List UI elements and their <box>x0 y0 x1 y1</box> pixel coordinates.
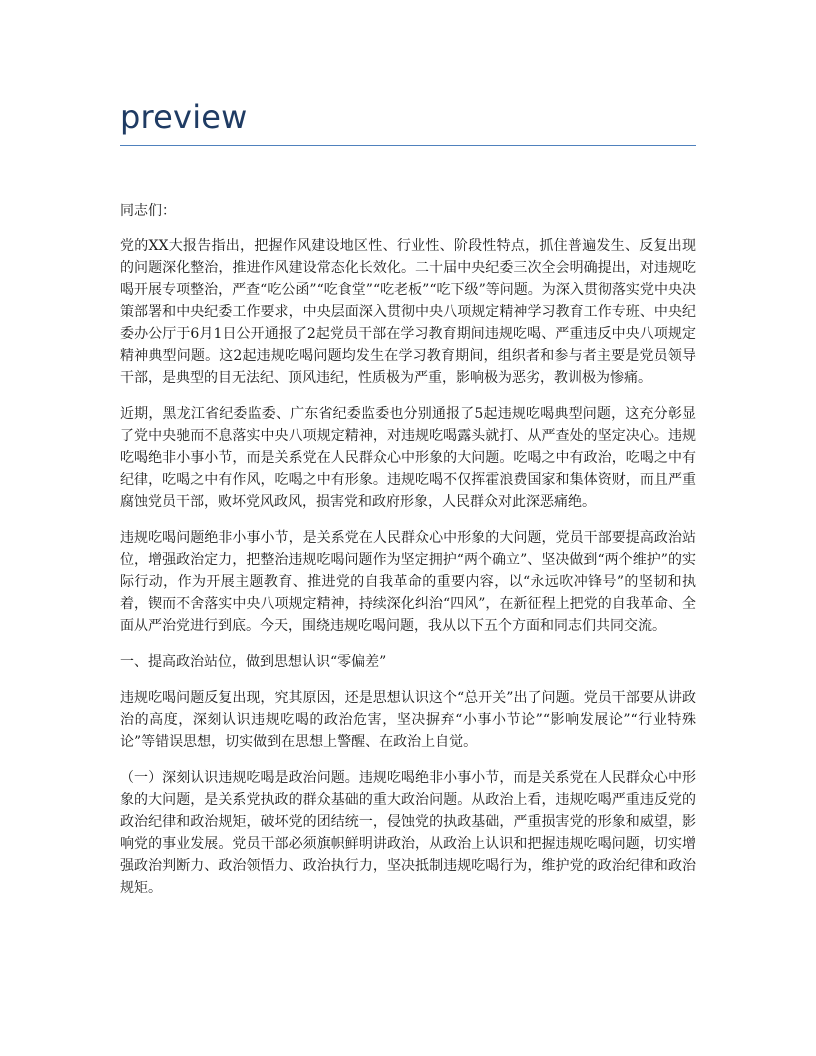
paragraph-overview: 违规吃喝问题绝非小事小节，是关系党在人民群众心中形象的大问题，党员干部要提高政治站位，增强政治定力，把整治违规吃喝问题作为坚定拥护“两个确立”、坚决做到“两个维护”的实际行动，作为开展主题教育、推进党的自我革命的重要内容，以“永远吹冲锋号”的坚韧和执着，锲而不舍落实中央八项规定精神，持续深化纠治“四风”，在新征程上把党的自我革命、全面从严治党进行到底。今天，围绕违规吃喝问题，我从以下五个方面和同志们共同交流。 <box>120 530 696 634</box>
paragraph-recent-cases: 近期，黑龙江省纪委监委、广东省纪委监委也分别通报了5起违规吃喝典型问题，这充分彰显了党中央驰而不息落实中央八项规定精神，对违规吃喝露头就打、从严查处的坚定决心。违规吃喝绝非小事小节，而是关系党在人民群众心中形象的大问题。吃喝之中有政治，吃喝之中有纪律，吃喝之中有作风，吃喝之中有形象。违规吃喝不仅挥霍浪费国家和集体资财，而且严重腐蚀党员干部，败坏党风政风，损害党和政府形象，人民群众对此深恶痛绝。 <box>120 406 696 510</box>
document-title: preview <box>120 98 248 136</box>
paragraph-section-1-point-1: （一）深刻认识违规吃喝是政治问题。违规吃喝绝非小事小节，而是关系党在人民群众心中形象的大问题，是关系党执政的群众基础的重大政治问题。从政治上看，违规吃喝严重违反党的政治纪律和政治规矩，破坏党的团结统一，侵蚀党的执政基础，严重损害党的形象和威望，影响党的事业发展。党员干部必须旗帜鲜明讲政治，从政治上认识和把握违规吃喝问题，切实增强政治判断力、政治领悟力、政治执行力，坚决抵制违规吃喝行为，维护党的政治纪律和政治规矩。 <box>120 770 696 896</box>
paragraph-report-intro: 党的XX大报告指出，把握作风建设地区性、行业性、阶段性特点，抓住普遍发生、反复出现的问题深化整治，推进作风建设常态化长效化。二十届中央纪委三次全会明确提出，对违规吃喝开展专项整治，严查“吃公函”“吃食堂”“吃老板”“吃下级”等问题。为深入贯彻落实党中央决策部署和中央纪委工作要求，中央层面深入贯彻中央八项规定精神学习教育工作专班、中央纪委办公厅于6月1日公开通报了2起党员干部在学习教育期间违规吃喝、严重违反中央八项规定精神典型问题。这2起违规吃喝问题均发生在学习教育期间，组织者和参与者主要是党员领导干部，是典型的目无法纪、顶风违纪，性质极为严重，影响极为恶劣，教训极为惨痛。 <box>120 238 696 386</box>
paragraph-section-1-intro: 违规吃喝问题反复出现，究其原因，还是思想认识这个“总开关”出了问题。党员干部要从讲政治的高度，深刻认识违规吃喝的政治危害，坚决摒弃“小事小节论”“影响发展论”“行业特殊论”等错误思想，切实做到在思想上警醒、在政治上自觉。 <box>120 690 696 750</box>
document-page <box>120 95 696 913</box>
salutation: 同志们： <box>120 203 176 219</box>
title-underline <box>120 145 696 146</box>
section-heading-1: 一、提高政治站位，做到思想认识“零偏差” <box>120 654 387 670</box>
